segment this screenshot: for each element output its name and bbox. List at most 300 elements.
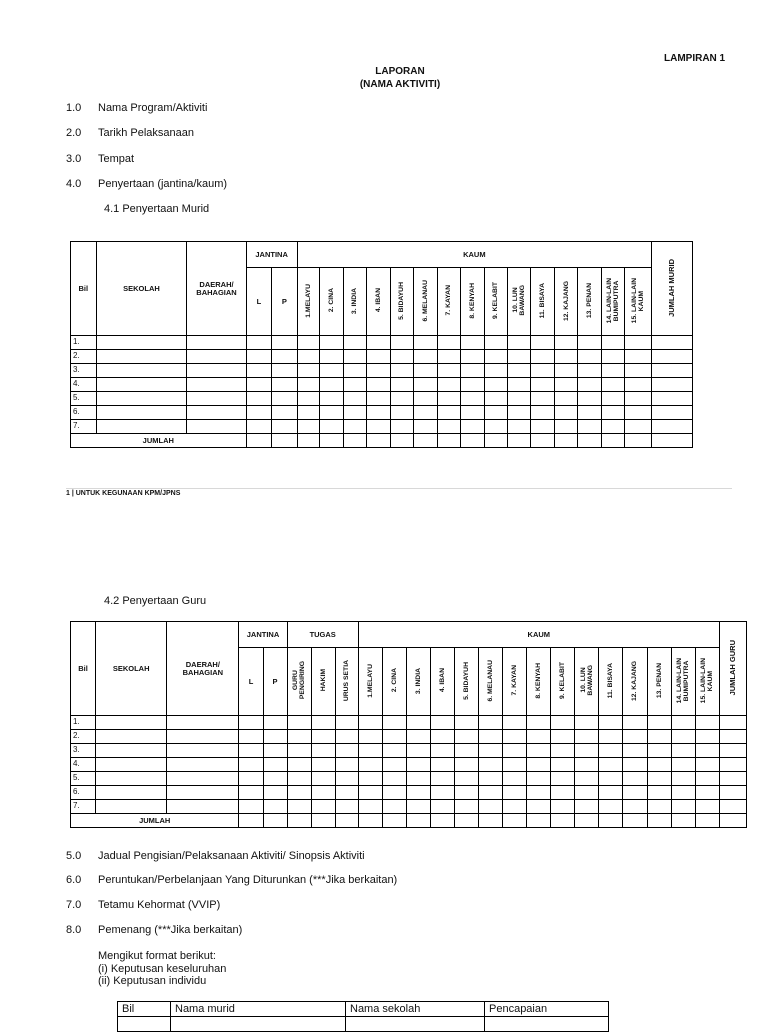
entry-cell[interactable] [507,392,530,406]
entry-cell[interactable] [335,772,358,786]
total-cell[interactable] [382,814,406,828]
entry-cell[interactable] [430,786,454,800]
entry-cell[interactable] [367,378,390,392]
winners-cell[interactable] [346,1017,485,1032]
entry-cell[interactable] [358,786,382,800]
entry-cell[interactable] [320,364,343,378]
total-cell[interactable] [239,814,263,828]
entry-cell[interactable] [625,406,652,420]
entry-cell[interactable] [625,420,652,434]
entry-cell[interactable] [382,716,406,730]
entry-cell[interactable] [287,716,311,730]
entry-cell[interactable] [623,786,647,800]
entry-cell[interactable] [554,406,577,420]
entry-cell[interactable] [551,758,575,772]
entry-cell[interactable] [272,392,298,406]
total-cell[interactable] [320,434,343,448]
entry-cell[interactable] [479,744,503,758]
entry-cell[interactable] [695,716,719,730]
entry-cell[interactable] [239,800,263,814]
entry-cell[interactable] [671,758,695,772]
entry-cell[interactable] [479,772,503,786]
entry-cell[interactable] [719,744,746,758]
entry-cell[interactable] [367,364,390,378]
entry-cell[interactable] [263,758,287,772]
total-cell[interactable] [343,434,366,448]
total-cell[interactable] [311,814,335,828]
entry-cell[interactable] [527,716,551,730]
entry-cell[interactable] [695,786,719,800]
entry-cell[interactable] [527,800,551,814]
entry-cell[interactable] [437,364,460,378]
entry-cell[interactable] [246,364,272,378]
entry-cell[interactable] [554,420,577,434]
entry-cell[interactable] [96,772,167,786]
entry-cell[interactable] [358,716,382,730]
entry-cell[interactable] [167,716,239,730]
entry-cell[interactable] [719,786,746,800]
entry-cell[interactable] [96,716,167,730]
entry-cell[interactable] [239,744,263,758]
entry-cell[interactable] [479,758,503,772]
entry-cell[interactable] [503,800,527,814]
entry-cell[interactable] [367,406,390,420]
entry-cell[interactable] [358,800,382,814]
entry-cell[interactable] [503,772,527,786]
entry-cell[interactable] [647,716,671,730]
entry-cell[interactable] [430,730,454,744]
entry-cell[interactable] [343,364,366,378]
entry-cell[interactable] [479,786,503,800]
entry-cell[interactable] [414,420,437,434]
entry-cell[interactable] [461,378,484,392]
entry-cell[interactable] [461,350,484,364]
entry-cell[interactable] [320,378,343,392]
entry-cell[interactable] [187,350,246,364]
entry-cell[interactable] [554,378,577,392]
entry-cell[interactable] [601,364,624,378]
total-cell[interactable] [527,814,551,828]
entry-cell[interactable] [96,364,187,378]
entry-cell[interactable] [578,364,601,378]
entry-cell[interactable] [695,758,719,772]
entry-cell[interactable] [311,744,335,758]
entry-cell[interactable] [343,350,366,364]
entry-cell[interactable] [601,392,624,406]
entry-cell[interactable] [652,406,693,420]
entry-cell[interactable] [246,336,272,350]
entry-cell[interactable] [263,730,287,744]
total-cell[interactable] [484,434,507,448]
entry-cell[interactable] [311,716,335,730]
total-cell[interactable] [246,434,272,448]
entry-cell[interactable] [455,744,479,758]
entry-cell[interactable] [287,772,311,786]
entry-cell[interactable] [671,730,695,744]
entry-cell[interactable] [652,364,693,378]
entry-cell[interactable] [671,716,695,730]
entry-cell[interactable] [575,772,599,786]
entry-cell[interactable] [414,406,437,420]
entry-cell[interactable] [719,716,746,730]
entry-cell[interactable] [484,364,507,378]
entry-cell[interactable] [479,800,503,814]
entry-cell[interactable] [430,772,454,786]
entry-cell[interactable] [382,744,406,758]
entry-cell[interactable] [414,364,437,378]
entry-cell[interactable] [335,758,358,772]
total-cell[interactable] [625,434,652,448]
total-cell[interactable] [554,434,577,448]
entry-cell[interactable] [575,744,599,758]
entry-cell[interactable] [551,730,575,744]
entry-cell[interactable] [239,758,263,772]
total-cell[interactable] [599,814,623,828]
entry-cell[interactable] [652,350,693,364]
entry-cell[interactable] [527,730,551,744]
entry-cell[interactable] [507,364,530,378]
entry-cell[interactable] [246,406,272,420]
entry-cell[interactable] [390,378,413,392]
entry-cell[interactable] [461,364,484,378]
entry-cell[interactable] [272,336,298,350]
entry-cell[interactable] [263,800,287,814]
entry-cell[interactable] [358,744,382,758]
entry-cell[interactable] [335,716,358,730]
entry-cell[interactable] [578,350,601,364]
entry-cell[interactable] [343,420,366,434]
entry-cell[interactable] [335,744,358,758]
entry-cell[interactable] [246,350,272,364]
entry-cell[interactable] [167,800,239,814]
entry-cell[interactable] [484,392,507,406]
entry-cell[interactable] [484,378,507,392]
entry-cell[interactable] [96,758,167,772]
entry-cell[interactable] [578,392,601,406]
entry-cell[interactable] [503,744,527,758]
entry-cell[interactable] [527,786,551,800]
entry-cell[interactable] [625,336,652,350]
entry-cell[interactable] [287,744,311,758]
entry-cell[interactable] [367,392,390,406]
entry-cell[interactable] [187,364,246,378]
entry-cell[interactable] [652,336,693,350]
entry-cell[interactable] [272,378,298,392]
entry-cell[interactable] [187,406,246,420]
total-cell[interactable] [503,814,527,828]
entry-cell[interactable] [531,420,554,434]
entry-cell[interactable] [382,758,406,772]
total-cell[interactable] [358,814,382,828]
entry-cell[interactable] [406,744,430,758]
entry-cell[interactable] [297,392,319,406]
entry-cell[interactable] [575,758,599,772]
entry-cell[interactable] [503,716,527,730]
entry-cell[interactable] [455,730,479,744]
total-cell[interactable] [367,434,390,448]
entry-cell[interactable] [575,730,599,744]
entry-cell[interactable] [647,800,671,814]
entry-cell[interactable] [358,730,382,744]
entry-cell[interactable] [575,800,599,814]
entry-cell[interactable] [320,350,343,364]
entry-cell[interactable] [527,758,551,772]
entry-cell[interactable] [430,758,454,772]
entry-cell[interactable] [507,420,530,434]
entry-cell[interactable] [647,730,671,744]
entry-cell[interactable] [625,378,652,392]
entry-cell[interactable] [479,716,503,730]
entry-cell[interactable] [652,420,693,434]
entry-cell[interactable] [484,350,507,364]
entry-cell[interactable] [554,364,577,378]
entry-cell[interactable] [239,772,263,786]
entry-cell[interactable] [599,758,623,772]
entry-cell[interactable] [599,730,623,744]
entry-cell[interactable] [406,730,430,744]
entry-cell[interactable] [437,406,460,420]
total-cell[interactable] [461,434,484,448]
entry-cell[interactable] [246,378,272,392]
total-cell[interactable] [335,814,358,828]
entry-cell[interactable] [484,336,507,350]
entry-cell[interactable] [414,350,437,364]
entry-cell[interactable] [382,730,406,744]
total-cell[interactable] [437,434,460,448]
entry-cell[interactable] [455,800,479,814]
entry-cell[interactable] [96,800,167,814]
entry-cell[interactable] [343,378,366,392]
entry-cell[interactable] [503,786,527,800]
entry-cell[interactable] [601,350,624,364]
entry-cell[interactable] [719,800,746,814]
entry-cell[interactable] [623,716,647,730]
entry-cell[interactable] [575,716,599,730]
total-cell[interactable] [287,814,311,828]
entry-cell[interactable] [358,758,382,772]
entry-cell[interactable] [599,772,623,786]
entry-cell[interactable] [390,392,413,406]
entry-cell[interactable] [461,406,484,420]
entry-cell[interactable] [623,730,647,744]
entry-cell[interactable] [503,758,527,772]
entry-cell[interactable] [406,800,430,814]
entry-cell[interactable] [484,420,507,434]
entry-cell[interactable] [623,772,647,786]
entry-cell[interactable] [625,392,652,406]
entry-cell[interactable] [320,392,343,406]
total-cell[interactable] [551,814,575,828]
entry-cell[interactable] [414,392,437,406]
entry-cell[interactable] [246,392,272,406]
total-cell[interactable] [652,434,693,448]
entry-cell[interactable] [335,730,358,744]
entry-cell[interactable] [430,744,454,758]
entry-cell[interactable] [554,350,577,364]
entry-cell[interactable] [263,786,287,800]
entry-cell[interactable] [507,336,530,350]
winners-cell[interactable] [485,1017,609,1032]
entry-cell[interactable] [297,364,319,378]
entry-cell[interactable] [96,392,187,406]
entry-cell[interactable] [551,786,575,800]
entry-cell[interactable] [623,758,647,772]
entry-cell[interactable] [406,772,430,786]
entry-cell[interactable] [578,378,601,392]
entry-cell[interactable] [311,786,335,800]
entry-cell[interactable] [96,744,167,758]
total-cell[interactable] [297,434,319,448]
entry-cell[interactable] [297,350,319,364]
entry-cell[interactable] [406,786,430,800]
total-cell[interactable] [601,434,624,448]
entry-cell[interactable] [272,350,298,364]
total-cell[interactable] [623,814,647,828]
entry-cell[interactable] [601,406,624,420]
entry-cell[interactable] [578,420,601,434]
entry-cell[interactable] [671,744,695,758]
entry-cell[interactable] [551,716,575,730]
entry-cell[interactable] [263,716,287,730]
entry-cell[interactable] [527,772,551,786]
entry-cell[interactable] [187,378,246,392]
entry-cell[interactable] [263,744,287,758]
entry-cell[interactable] [554,392,577,406]
entry-cell[interactable] [406,758,430,772]
entry-cell[interactable] [287,758,311,772]
entry-cell[interactable] [531,378,554,392]
entry-cell[interactable] [246,420,272,434]
entry-cell[interactable] [311,772,335,786]
entry-cell[interactable] [652,392,693,406]
entry-cell[interactable] [320,406,343,420]
entry-cell[interactable] [455,716,479,730]
entry-cell[interactable] [343,392,366,406]
entry-cell[interactable] [479,730,503,744]
total-cell[interactable] [531,434,554,448]
entry-cell[interactable] [599,786,623,800]
entry-cell[interactable] [390,336,413,350]
entry-cell[interactable] [239,716,263,730]
entry-cell[interactable] [647,772,671,786]
entry-cell[interactable] [335,786,358,800]
total-cell[interactable] [263,814,287,828]
entry-cell[interactable] [601,336,624,350]
entry-cell[interactable] [239,786,263,800]
entry-cell[interactable] [390,350,413,364]
entry-cell[interactable] [382,786,406,800]
entry-cell[interactable] [96,786,167,800]
total-cell[interactable] [647,814,671,828]
entry-cell[interactable] [599,744,623,758]
total-cell[interactable] [671,814,695,828]
entry-cell[interactable] [287,730,311,744]
entry-cell[interactable] [335,800,358,814]
entry-cell[interactable] [358,772,382,786]
entry-cell[interactable] [390,420,413,434]
entry-cell[interactable] [297,406,319,420]
entry-cell[interactable] [437,336,460,350]
entry-cell[interactable] [647,744,671,758]
total-cell[interactable] [479,814,503,828]
entry-cell[interactable] [507,406,530,420]
entry-cell[interactable] [647,786,671,800]
entry-cell[interactable] [437,350,460,364]
entry-cell[interactable] [695,730,719,744]
entry-cell[interactable] [382,772,406,786]
entry-cell[interactable] [187,336,246,350]
entry-cell[interactable] [167,730,239,744]
entry-cell[interactable] [695,800,719,814]
entry-cell[interactable] [531,336,554,350]
entry-cell[interactable] [343,406,366,420]
entry-cell[interactable] [390,406,413,420]
entry-cell[interactable] [297,420,319,434]
entry-cell[interactable] [96,420,187,434]
entry-cell[interactable] [647,758,671,772]
winners-cell[interactable] [171,1017,346,1032]
entry-cell[interactable] [461,392,484,406]
entry-cell[interactable] [554,336,577,350]
entry-cell[interactable] [96,378,187,392]
entry-cell[interactable] [272,406,298,420]
total-cell[interactable] [455,814,479,828]
entry-cell[interactable] [367,350,390,364]
entry-cell[interactable] [167,772,239,786]
entry-cell[interactable] [531,406,554,420]
entry-cell[interactable] [167,786,239,800]
entry-cell[interactable] [601,420,624,434]
entry-cell[interactable] [430,800,454,814]
entry-cell[interactable] [623,800,647,814]
entry-cell[interactable] [455,786,479,800]
entry-cell[interactable] [484,406,507,420]
entry-cell[interactable] [575,786,599,800]
entry-cell[interactable] [599,716,623,730]
entry-cell[interactable] [287,800,311,814]
entry-cell[interactable] [531,392,554,406]
entry-cell[interactable] [311,730,335,744]
entry-cell[interactable] [406,716,430,730]
entry-cell[interactable] [719,758,746,772]
total-cell[interactable] [695,814,719,828]
entry-cell[interactable] [625,350,652,364]
entry-cell[interactable] [652,378,693,392]
entry-cell[interactable] [507,350,530,364]
entry-cell[interactable] [367,336,390,350]
entry-cell[interactable] [503,730,527,744]
entry-cell[interactable] [719,730,746,744]
entry-cell[interactable] [297,378,319,392]
entry-cell[interactable] [187,392,246,406]
entry-cell[interactable] [623,744,647,758]
total-cell[interactable] [390,434,413,448]
total-cell[interactable] [575,814,599,828]
entry-cell[interactable] [272,420,298,434]
entry-cell[interactable] [455,772,479,786]
entry-cell[interactable] [599,800,623,814]
entry-cell[interactable] [531,364,554,378]
entry-cell[interactable] [671,786,695,800]
entry-cell[interactable] [311,758,335,772]
entry-cell[interactable] [287,786,311,800]
entry-cell[interactable] [625,364,652,378]
entry-cell[interactable] [578,336,601,350]
entry-cell[interactable] [695,772,719,786]
entry-cell[interactable] [343,336,366,350]
entry-cell[interactable] [239,730,263,744]
entry-cell[interactable] [414,336,437,350]
